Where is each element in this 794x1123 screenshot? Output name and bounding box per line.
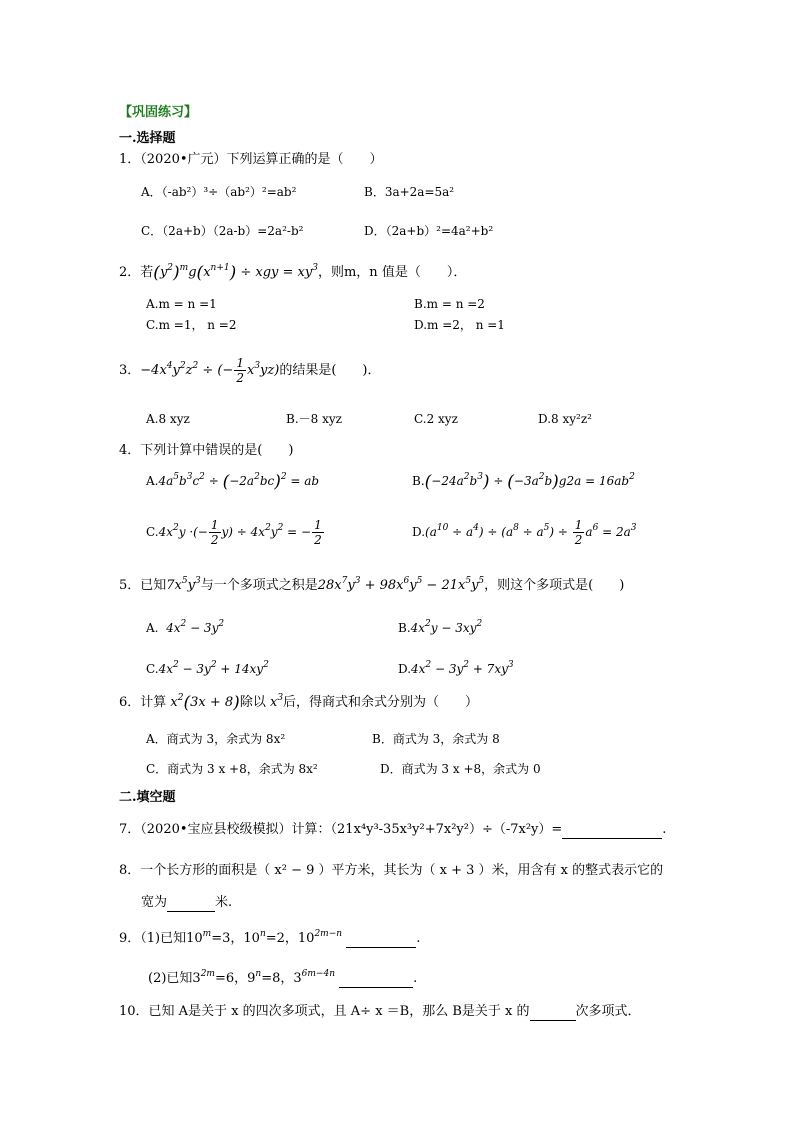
question-1-option-c: C．（2a+b）（2a-b）=2a²-b² [141,224,304,238]
question-9-part-2-val2: =8， [261,971,294,986]
question-10-tail: 次多项式． [575,1004,641,1019]
question-9-part-1-pre: 9．（1)已知 [119,931,187,946]
question-6-option-c: C．商式为 3 x +8，余式为 8x² [146,762,318,776]
question-3-formula: $-4x^4y^2z^2$ ÷ (− $\frac{1}{2}$ $x^3yz$) [140,356,280,385]
question-1-option-a: A．（-ab²）³÷（ab²）²=ab² [141,185,297,199]
question-9-part-1-val1: =3， [211,931,244,946]
question-5-pre: 5．已知 [119,578,167,593]
question-5-option-c: $C.4x^2 - 3y^2 + 14xy^2$ [146,660,269,676]
question-6-stem: 6．计算 $x^2(3x + 8)$除以 $x^3$后，得商式和余式分别为（ ） [119,693,479,713]
question-8-blank[interactable] [167,897,215,912]
question-6-option-a: A．商式为 3，余式为 8x² [146,732,286,746]
question-6-tail: 后，得商式和余式分别为（ ） [283,695,479,710]
question-4-option-b: $B.(-24a^2b^3) \div (-3a^2b)g2a = 16ab^2$ [412,472,635,492]
question-1-option-b: B．3a+2a=5a² [364,185,455,199]
question-9-part-2: (2)已知$3^{2m}=6$，$9^n=8$，$3^{6m-4n}$ . [148,969,418,986]
question-6-mid: 除以 [239,695,266,710]
question-6-option-b: B．商式为 3，余式为 8 [372,732,500,746]
question-3-option-a: A.8 xyz [146,412,190,426]
question-9-part-2-blank[interactable] [339,973,413,988]
question-9-part-2-pre: (2)已知 [148,971,193,986]
question-8-label: 宽为 [141,895,168,910]
question-9-part-1-val2: =2， [265,931,298,946]
question-5-option-d: $D.4x^2 - 3y^2 + 7xy^3$ [398,660,514,676]
question-8-unit: 米. [215,895,233,910]
question-1-option-d: D．（2a+b）²=4a²+b² [364,224,494,238]
question-4-stem: 4．下列计算中错误的是( ) [119,443,294,458]
question-1-stem: 1．（2020•广元）下列运算正确的是（ ） [119,152,383,167]
question-2-option-a: A.m = n =1 [146,297,217,311]
question-10-blank[interactable] [530,1006,576,1021]
section-fill-title: 二.填空题 [119,790,176,805]
question-3-option-b: B.－8 xyz [286,412,342,426]
question-3-option-d: D.8 xy²z² [538,412,592,426]
question-9-part-1: 9．（1)已知$10^m=3$，$10^n=2$，$10^{2m-n}$ . [119,929,421,946]
question-2-option-c: C.m =1， n =2 [146,318,237,332]
question-6-option-d: D．商式为 3 x +8，余式为 0 [380,762,541,776]
question-2-number: 2． [119,265,141,280]
question-4-option-c: $C.4x^2y$ ·(− $\frac{1}{2}$ $y) \div 4x^2y^2$ = − $\frac{1}{2}$ [146,518,322,547]
question-10-pre: 10．已知 A是关于 x 的四次多项式，且 A÷ x ＝B，那么 B是关于 x 的 [119,1004,530,1019]
question-10 [119,1003,641,1021]
question-3-option-c: C.2 xyz [414,412,458,426]
question-9-part-2-val1: =6， [214,971,248,986]
question-2-option-d: D.m =2， n =1 [414,318,505,332]
question-4-option-d: $D.(a^{10} \div a^4) \div (a^8 \div a^5)$ ÷ $\frac{1}{2}$ $a^6 = 2a^3$ [412,518,637,547]
question-7-blank[interactable] [562,824,662,839]
section-choice-title: 一.选择题 [119,131,176,146]
question-2-formula: $(y^2)^mg(x^{n+1})$ ÷ xgy = $xy^3$ [153,263,318,283]
question-9-part-1-blank[interactable] [346,933,416,948]
question-5-stem: 5．已知$7x^5y^3$与一个多项式之积是$28x^7y^3 + 98x^6y^5 - 21x^5y^5$，则这个多项式是( ) [119,576,625,593]
question-7-stem: 7．（2020•宝应县校级模拟）计算：（21x⁴y³-35x³y²+7x²y²）÷（-7x²y）= [119,822,563,837]
question-3-number: 3． [119,363,141,378]
question-7: 7．（2020•宝应县校级模拟）计算：（21x⁴y³-35x³y²+7x²y²）÷（-7x²y）= . [119,822,667,837]
question-8-line-1: 8．一个长方形的面积是（ x² − 9 ）平方米，其长为（ x + 3 ）米，用含有 x 的整式表示它的 [119,863,664,878]
question-3-tail: 的结果是( )． [279,363,381,378]
question-4-option-a: $A.4a^5b^3c^2 \div (-2a^2bc)^2$ = ab [146,472,320,492]
question-5-option-b: $B.4x^2y - 3xy^2$ [398,619,483,635]
question-5-mid: 与一个多项式之积是 [200,578,318,593]
question-2-stem: 2．若$(y^2)^mg(x^{n+1})$ ÷ xgy = $xy^3$，则m，n 值是（ ）． [119,263,467,283]
question-6-pre: 6．计算 [119,695,167,710]
question-8-line-2 [141,894,232,912]
question-2-option-b: B.m = n =2 [414,297,485,311]
section-header: 【巩固练习】 [119,105,198,120]
question-5-option-a: A. $4x^2 - 3y^2$ [146,619,225,635]
question-5-tail: ，则这个多项式是( ) [484,578,625,593]
question-2-tail: ，则m，n 值是（ ）． [317,265,467,280]
question-3-stem [119,356,380,385]
